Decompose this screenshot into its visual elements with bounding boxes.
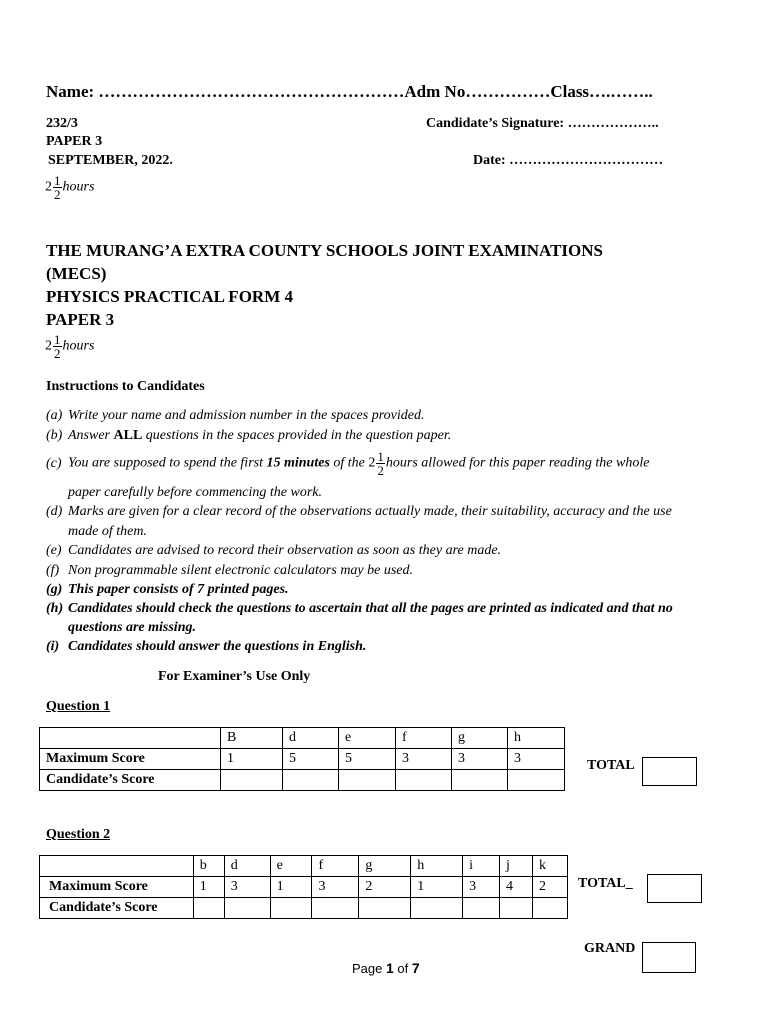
- candidate-score-cell[interactable]: [283, 770, 339, 791]
- candidate-score-cell[interactable]: [193, 898, 224, 919]
- max-score-cell: 3: [452, 749, 508, 770]
- date-field: Date: ……………………………: [473, 153, 664, 168]
- column-header: i: [463, 856, 500, 877]
- instruction-h: (h) Candidates should check the questions to ascertain that all the pages are printed as indicated and that no: [46, 601, 673, 616]
- duration-fraction: $\frac{1}{2}$: [54, 173, 61, 202]
- candidate-score-cell[interactable]: [359, 898, 411, 919]
- max-score-cell: 3: [463, 877, 500, 898]
- paper-number: PAPER 3: [46, 134, 103, 149]
- candidate-signature-field: Candidate’s Signature: ………………..: [426, 116, 659, 131]
- candidate-score-cell[interactable]: [463, 898, 500, 919]
- candidate-score-cell[interactable]: [270, 898, 312, 919]
- name-adm-class-line: Name: ………………………………………………Adm No……………Class….……..: [46, 82, 653, 101]
- instruction-h-continued: questions are missing.: [68, 620, 196, 635]
- table-row: [40, 770, 565, 791]
- instruction-d-continued: made of them.: [68, 524, 147, 539]
- candidate-score-cell[interactable]: [224, 898, 270, 919]
- max-score-cell: 4: [500, 877, 533, 898]
- column-header: j: [500, 856, 533, 877]
- candidate-score-cell[interactable]: [452, 770, 508, 791]
- grand-total-box[interactable]: [642, 942, 696, 973]
- instruction-i: (i) Candidates should answer the questions in English.: [46, 639, 367, 654]
- row-label: Candidate’s Score: [40, 898, 194, 919]
- max-score-cell: 1: [221, 749, 283, 770]
- instruction-c: (c) You are supposed to spend the first 15 minutes of the 2 $\frac{1}{2}$ hours allowed for this paper reading the whole: [46, 449, 650, 478]
- column-header: e: [270, 856, 312, 877]
- header-duration: [45, 174, 94, 201]
- table-cell: [40, 856, 194, 877]
- title-duration-fraction: $\frac{1}{2}$: [54, 332, 61, 361]
- max-score-cell: 1: [270, 877, 312, 898]
- instruction-e: (e) Candidates are advised to record their observation as soon as they are made.: [46, 543, 502, 558]
- column-header: d: [224, 856, 270, 877]
- table-row: [40, 728, 565, 749]
- instruction-c-fraction: $\frac{1}{2}$: [377, 449, 384, 478]
- max-score-cell: 1: [411, 877, 463, 898]
- column-header: d: [283, 728, 339, 749]
- table-row: [40, 749, 565, 770]
- instruction-d: (d) Marks are given for a clear record of the observations actually made, their suitability, accuracy and the use: [46, 504, 672, 519]
- paper-code: 232/3: [46, 116, 78, 131]
- row-label: Candidate’s Score: [40, 770, 221, 791]
- candidate-score-cell[interactable]: [312, 898, 359, 919]
- duration-whole: 2: [45, 179, 52, 195]
- candidate-score-cell[interactable]: [221, 770, 283, 791]
- max-score-cell: 2: [359, 877, 411, 898]
- exam-title-line1: THE MURANG’A EXTRA COUNTY SCHOOLS JOINT EXAMINATIONS: [46, 241, 603, 260]
- candidate-score-cell[interactable]: [396, 770, 452, 791]
- column-header: g: [359, 856, 411, 877]
- question2-score-table: [39, 855, 568, 919]
- exam-title-line2: (MECS): [46, 264, 107, 283]
- max-score-cell: 2: [532, 877, 567, 898]
- instruction-b: (b) Answer ALL questions in the spaces provided in the question paper.: [46, 428, 452, 443]
- max-score-cell: 5: [283, 749, 339, 770]
- table-row: [40, 877, 568, 898]
- table-cell: [40, 728, 221, 749]
- candidate-score-cell[interactable]: [500, 898, 533, 919]
- question1-total-label: TOTAL: [587, 758, 635, 773]
- instructions-heading: Instructions to Candidates: [46, 379, 205, 394]
- title-duration: 2 $\frac{1}{2}$ hours: [45, 332, 95, 361]
- max-score-cell: 1: [193, 877, 224, 898]
- question1-total-box[interactable]: [642, 757, 697, 786]
- column-header: f: [396, 728, 452, 749]
- candidate-score-cell[interactable]: [532, 898, 567, 919]
- question1-title: Question 1: [46, 699, 111, 714]
- examiner-heading: For Examiner’s Use Only: [158, 669, 311, 684]
- question2-title: Question 2: [46, 827, 111, 842]
- exam-subject: PHYSICS PRACTICAL FORM 4: [46, 287, 293, 306]
- column-header: h: [411, 856, 463, 877]
- column-header: f: [312, 856, 359, 877]
- max-score-cell: 3: [224, 877, 270, 898]
- exam-date: SEPTEMBER, 2022.: [48, 153, 173, 168]
- row-label: Maximum Score: [40, 877, 194, 898]
- max-score-cell: 3: [508, 749, 565, 770]
- question2-total-label: TOTAL_: [578, 876, 633, 891]
- instruction-f: (f) Non programmable silent electronic calculators may be used.: [46, 563, 414, 578]
- question2-total-box[interactable]: [647, 874, 702, 903]
- instruction-g: (g) This paper consists of 7 printed pages.: [46, 582, 289, 597]
- candidate-score-cell[interactable]: [339, 770, 396, 791]
- column-header: h: [508, 728, 565, 749]
- instruction-a: (a) Write your name and admission number in the spaces provided.: [46, 408, 425, 423]
- max-score-cell: 3: [396, 749, 452, 770]
- row-label: Maximum Score: [40, 749, 221, 770]
- instruction-c-continued: paper carefully before commencing the work.: [68, 485, 323, 500]
- page-number: Page 1 of 7: [352, 960, 420, 976]
- column-header: k: [532, 856, 567, 877]
- column-header: e: [339, 728, 396, 749]
- grand-total-label: GRAND: [584, 941, 636, 956]
- candidate-score-cell[interactable]: [508, 770, 565, 791]
- question1-score-table: [39, 727, 565, 791]
- exam-paper: PAPER 3: [46, 310, 115, 329]
- duration-unit: hours: [62, 179, 95, 195]
- column-header: b: [193, 856, 224, 877]
- column-header: g: [452, 728, 508, 749]
- max-score-cell: 3: [312, 877, 359, 898]
- candidate-score-cell[interactable]: [411, 898, 463, 919]
- column-header: B: [221, 728, 283, 749]
- table-row: [40, 856, 568, 877]
- table-row: [40, 898, 568, 919]
- max-score-cell: 5: [339, 749, 396, 770]
